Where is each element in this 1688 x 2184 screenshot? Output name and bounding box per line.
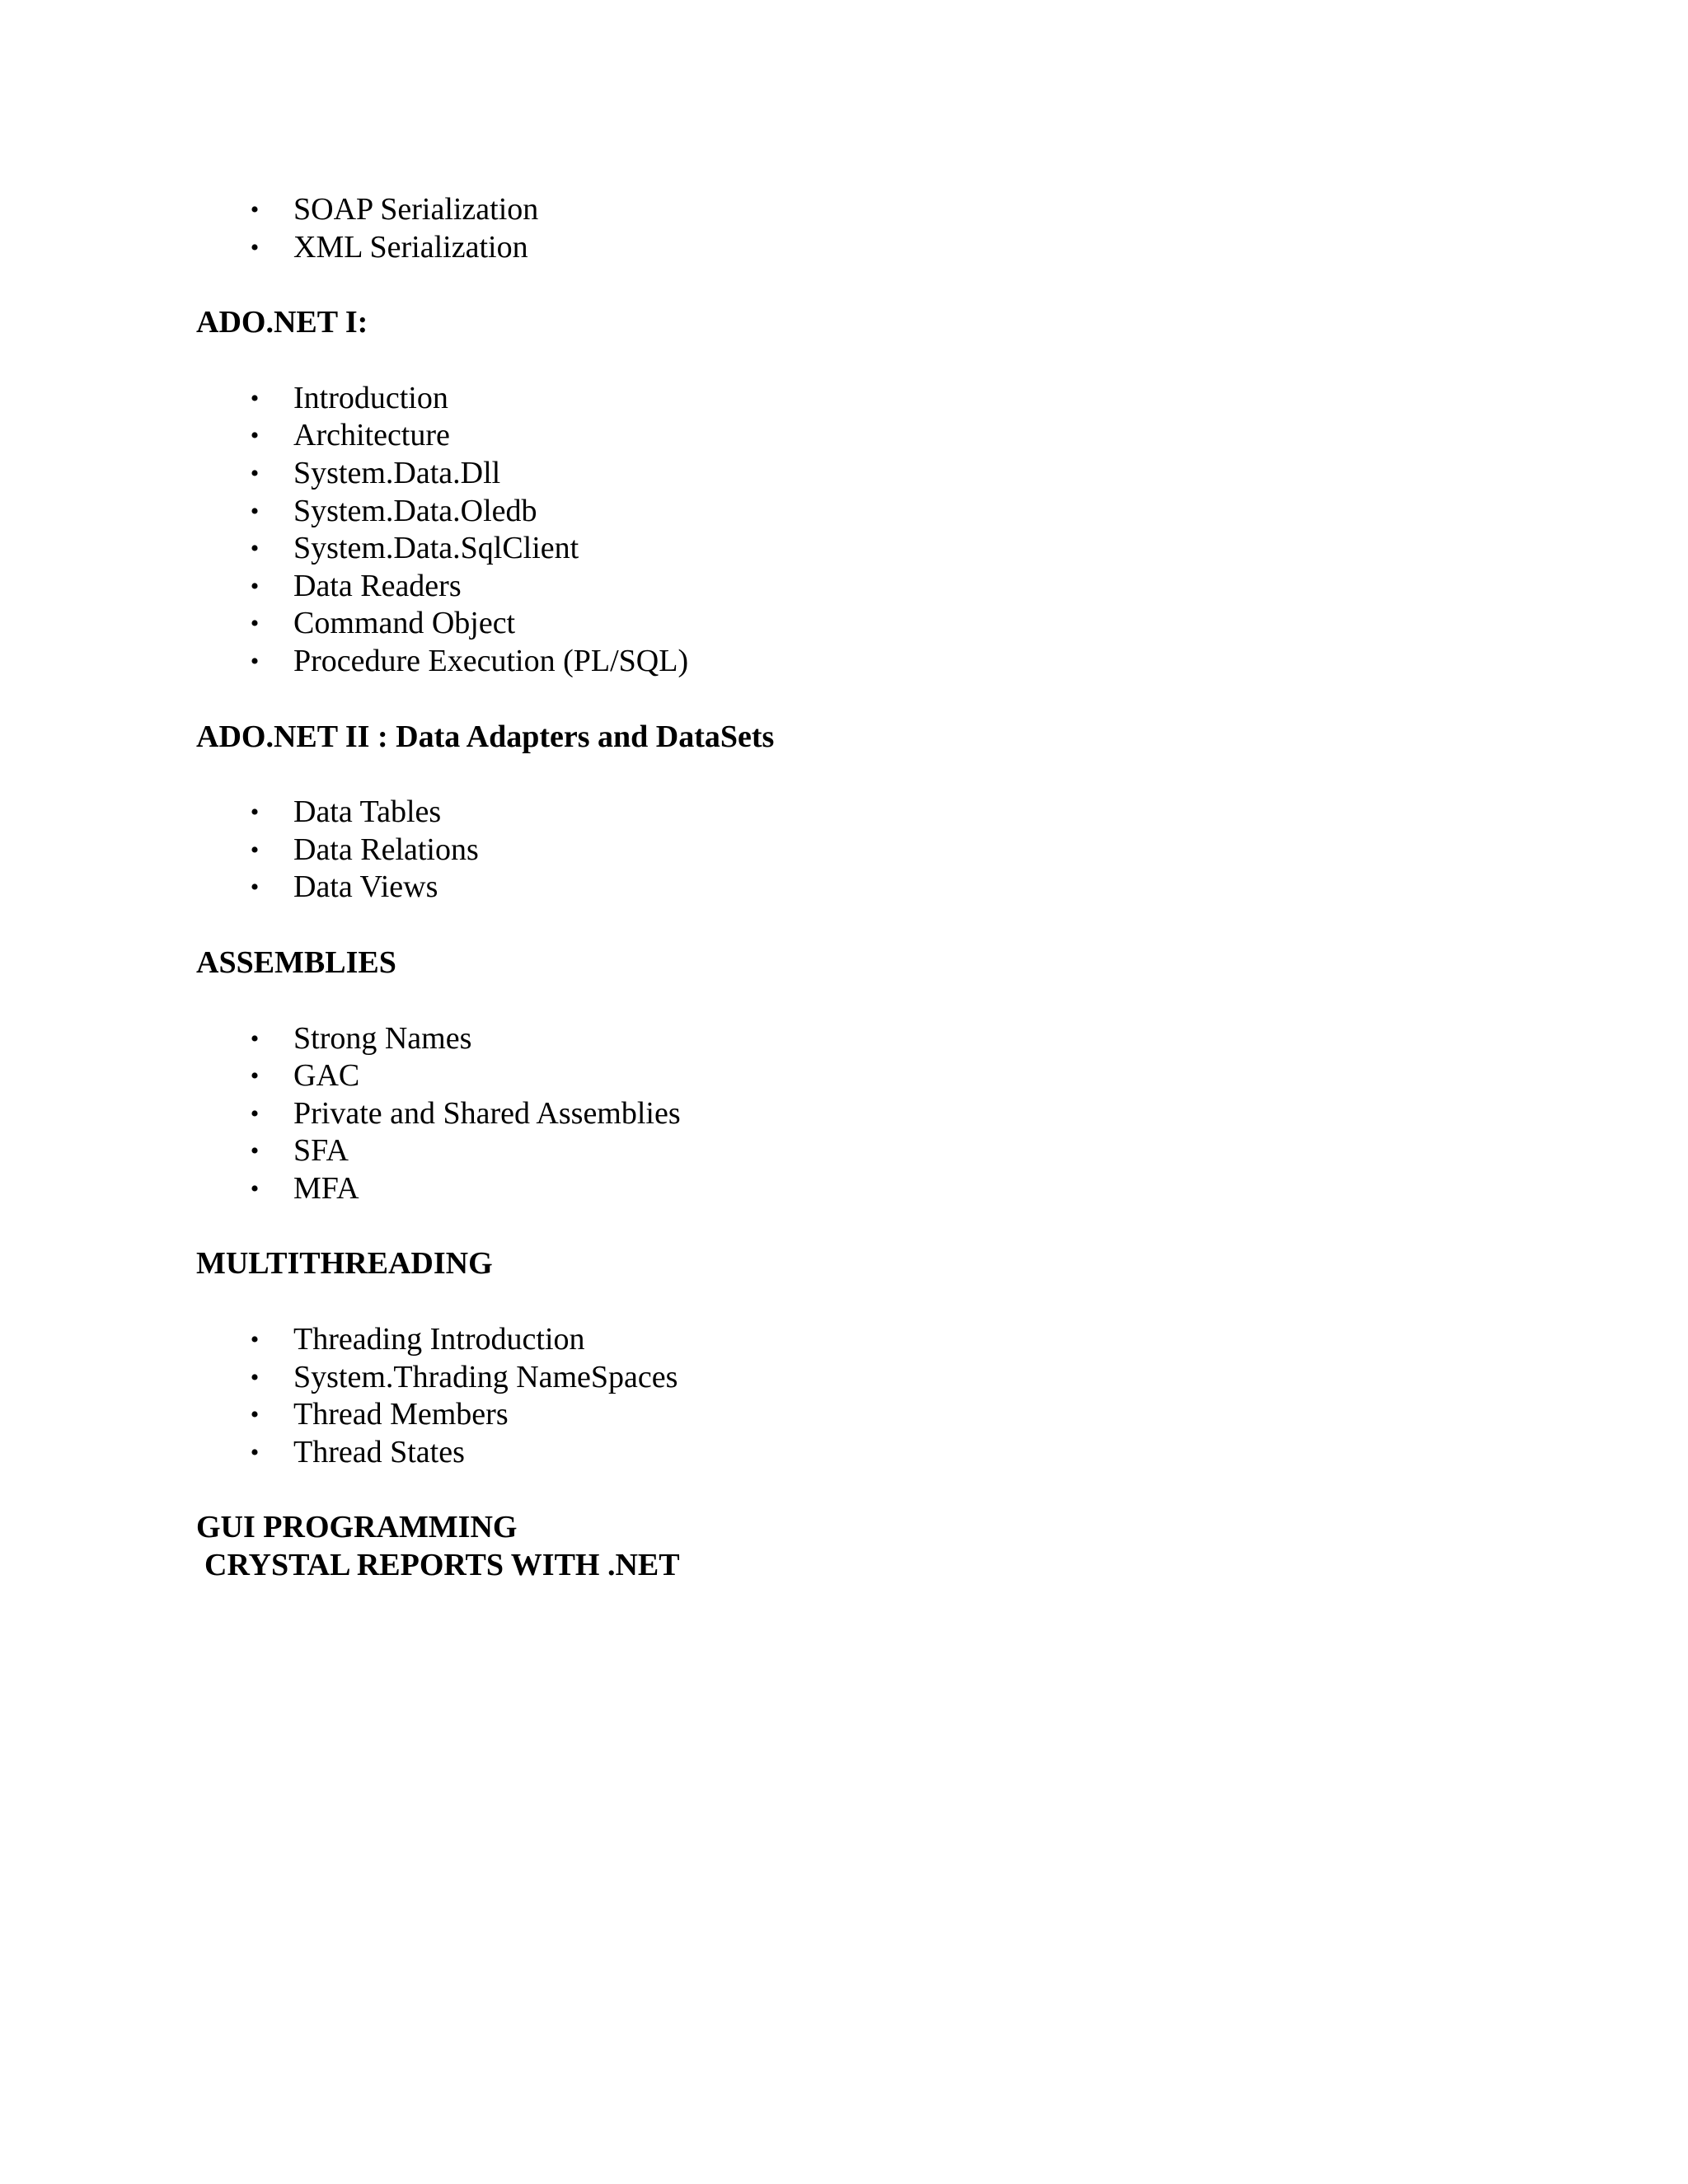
spacer bbox=[196, 1471, 1515, 1509]
section-list-ado-net-ii bbox=[196, 794, 1515, 907]
list-item: • GAC bbox=[196, 1057, 1515, 1095]
bullet-icon: • bbox=[250, 647, 260, 675]
list-item: • Strong Names bbox=[196, 1020, 1515, 1058]
spacer bbox=[196, 342, 1515, 380]
section-heading-ado-net-ii: ADO.NET II : Data Adapters and DataSets bbox=[196, 719, 775, 754]
bullet-icon: • bbox=[250, 384, 260, 412]
list-item: • Procedure Execution (PL/SQL) bbox=[196, 643, 1515, 681]
list-item: • Command Object bbox=[196, 605, 1515, 643]
list-item: • Data Readers bbox=[196, 568, 1515, 606]
section-list-multithreading bbox=[196, 1321, 1515, 1471]
list-item: • Private and Shared Assemblies bbox=[196, 1095, 1515, 1133]
list-item: • XML Serialization bbox=[196, 229, 1515, 267]
section-heading-ado-net-i: ADO.NET I: bbox=[196, 305, 368, 340]
list-item: • System.Data.Dll bbox=[196, 455, 1515, 493]
closing-heading-crystal-reports: CRYSTAL REPORTS WITH .NET bbox=[204, 1548, 680, 1583]
bullet-icon: • bbox=[250, 610, 260, 638]
spacer bbox=[196, 681, 1515, 719]
bullet-icon: • bbox=[250, 1363, 260, 1391]
bullet-icon: • bbox=[250, 836, 260, 864]
list-item: • SOAP Serialization bbox=[196, 191, 1515, 229]
list-item: • Thread States bbox=[196, 1434, 1515, 1472]
bullet-icon: • bbox=[250, 874, 260, 902]
bullet-icon: • bbox=[250, 196, 260, 223]
list-item: • Data Relations bbox=[196, 832, 1515, 869]
list-item: • Threading Introduction bbox=[196, 1321, 1515, 1359]
section-heading-multithreading: MULTITHREADING bbox=[196, 1246, 493, 1282]
list-item: • System.Data.Oledb bbox=[196, 493, 1515, 531]
closing-heading-gui-programming: GUI PROGRAMMING bbox=[196, 1510, 518, 1545]
section-list-assemblies bbox=[196, 1020, 1515, 1208]
bullet-icon: • bbox=[250, 1099, 260, 1127]
list-item: • System.Data.SqlClient bbox=[196, 530, 1515, 568]
bullet-icon: • bbox=[250, 233, 260, 261]
list-item: • MFA bbox=[196, 1170, 1515, 1208]
bullet-icon: • bbox=[250, 799, 260, 827]
list-item: • Introduction bbox=[196, 380, 1515, 418]
bullet-icon: • bbox=[250, 572, 260, 600]
bullet-icon: • bbox=[250, 1401, 260, 1429]
bullet-icon: • bbox=[250, 1438, 260, 1466]
list-item: • Architecture bbox=[196, 417, 1515, 455]
bullet-icon: • bbox=[250, 535, 260, 563]
bullet-icon: • bbox=[250, 1174, 260, 1202]
bullet-icon: • bbox=[250, 459, 260, 487]
document-content bbox=[196, 191, 1515, 1585]
bullet-icon: • bbox=[250, 1062, 260, 1090]
bullet-icon: • bbox=[250, 1326, 260, 1354]
list-item: • SFA bbox=[196, 1132, 1515, 1170]
bullet-icon: • bbox=[250, 422, 260, 450]
list-item: • System.Thrading NameSpaces bbox=[196, 1359, 1515, 1397]
list-item: • Data Tables bbox=[196, 794, 1515, 832]
section-list-ado-net-i bbox=[196, 380, 1515, 681]
spacer bbox=[196, 266, 1515, 304]
section-heading-assemblies: ASSEMBLIES bbox=[196, 944, 396, 980]
bullet-icon: • bbox=[250, 1137, 260, 1165]
bullet-icon: • bbox=[250, 497, 260, 525]
list-item: • Data Views bbox=[196, 869, 1515, 907]
spacer bbox=[196, 1207, 1515, 1245]
list-item: • Thread Members bbox=[196, 1396, 1515, 1434]
spacer bbox=[196, 1283, 1515, 1321]
spacer bbox=[196, 756, 1515, 794]
spacer bbox=[196, 982, 1515, 1020]
bullet-icon: • bbox=[250, 1024, 260, 1052]
spacer bbox=[196, 907, 1515, 944]
intro-list bbox=[196, 191, 1515, 266]
